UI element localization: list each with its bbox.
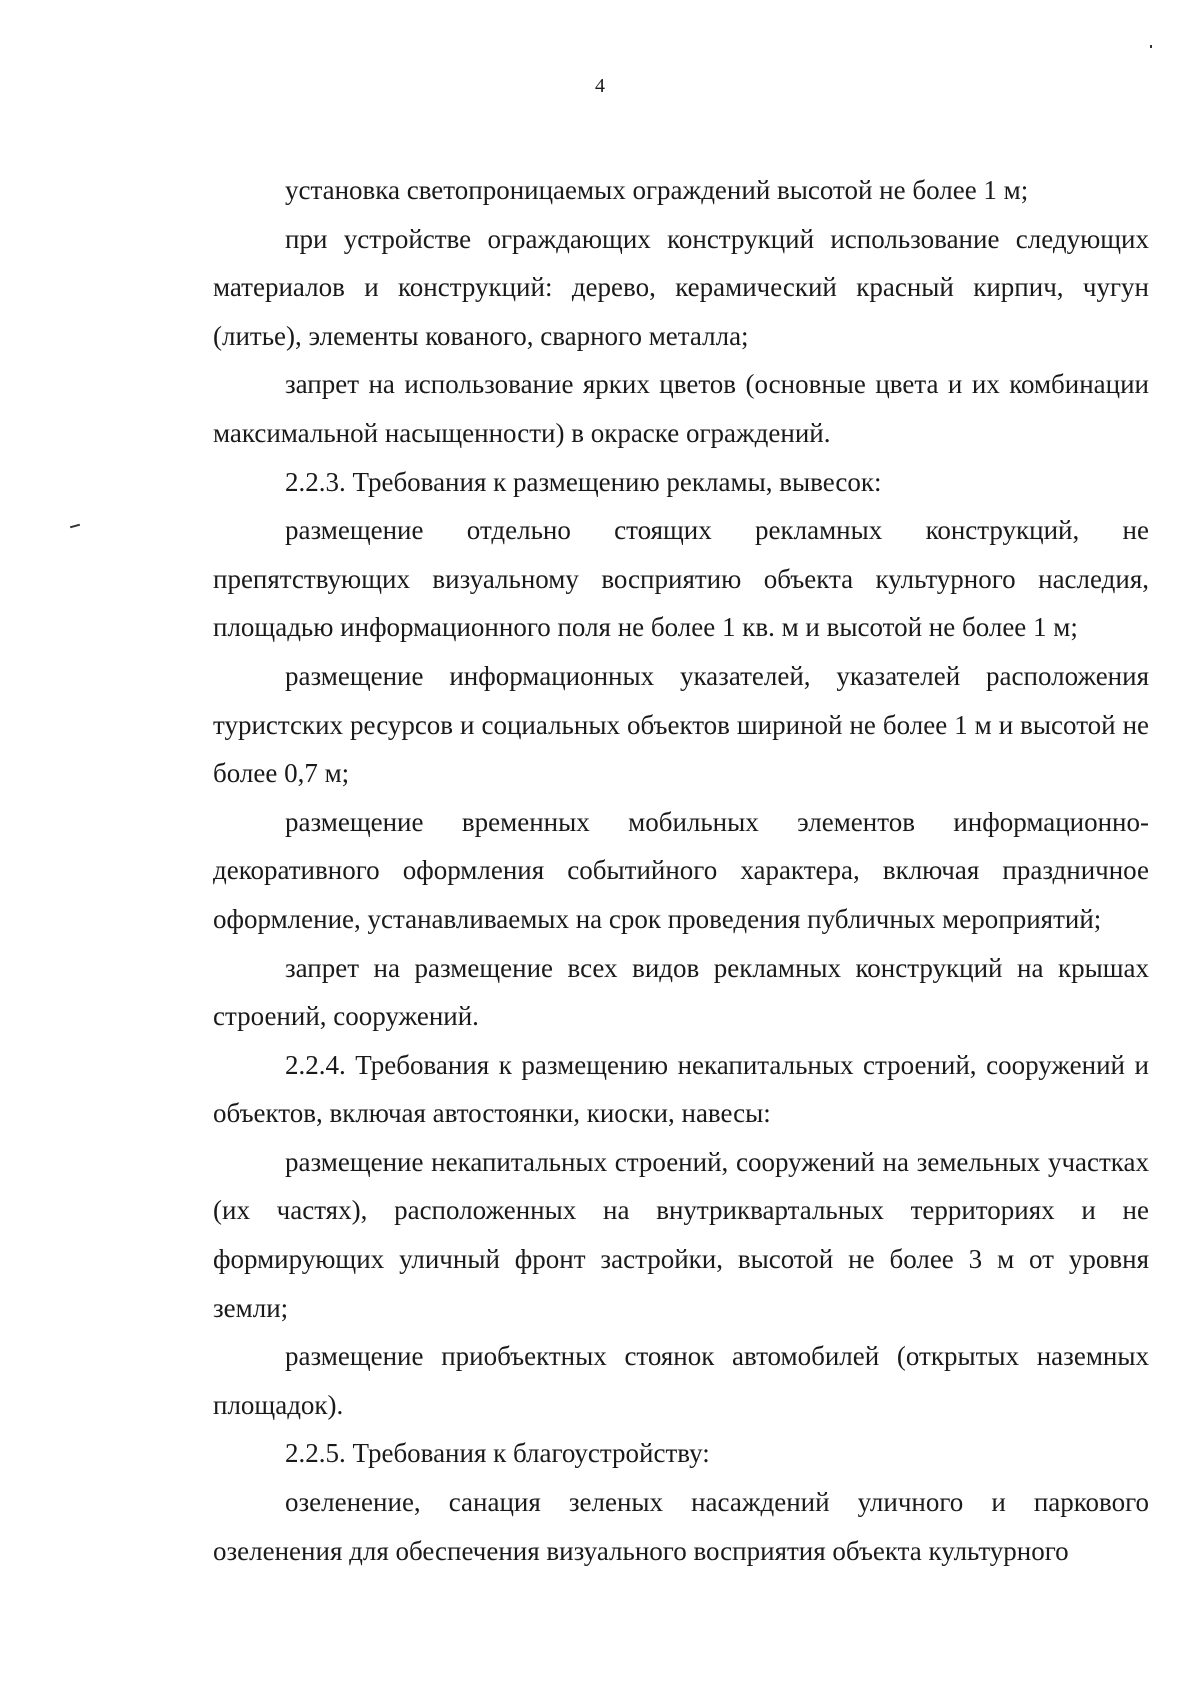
section-heading-2-2-4: 2.2.4. Требования к размещению некапитальных строений, сооружений и объектов, включая автостоянки, киоски, навесы:	[213, 1049, 1149, 1129]
paragraph-roof-ads-ban: запрет на размещение всех видов рекламных конструкций на крышах строений, сооружений.	[213, 952, 1149, 1032]
section-heading-2-2-5: 2.2.5. Требования к благоустройству:	[285, 1438, 710, 1469]
speck-mark-top-right	[1150, 45, 1152, 48]
speck-mark-left	[70, 524, 80, 529]
paragraph-fence-materials: при устройстве ограждающих конструкций использование следующих материалов и конструкций: дерево, керамический красный кирпич, чугун (литье), элементы кованого, сварного металла;	[213, 223, 1149, 351]
paragraph-standalone-ads: размещение отдельно стоящих рекламных конструкций, не препятствующих визуальному восприятию объекта культурного наследия, площадью информационного поля не более 1 кв. м и высотой не более 1 м;	[213, 515, 1149, 643]
section-heading-2-2-3: 2.2.3. Требования к размещению рекламы, вывесок:	[285, 466, 882, 497]
paragraph-landscaping: озеленение, санация зеленых насаждений уличного и паркового озеленения для обеспечения визуального восприятия объекта культурного	[213, 1487, 1149, 1566]
page-number: 4	[595, 75, 605, 97]
document-body	[213, 166, 1149, 1575]
paragraph-fence-translucent: установка светопроницаемых ограждений высотой не более 1 м;	[285, 175, 1029, 205]
paragraph-fence-colors: запрет на использование ярких цветов (основные цвета и их комбинации максимальной насыщенности) в окраске ограждений.	[213, 369, 1149, 448]
paragraph-temporary-structures: размещение некапитальных строений, сооружений на земельных участках (их частях), расположенных на внутриквартальных территориях и не формирующих уличный фронт застройки, высотой не более 3 м от уровня земли;	[213, 1146, 1149, 1323]
paragraph-info-signs: размещение информационных указателей, указателей расположения туристских ресурсов и социальных объектов шириной не более 1 м и высотой не более 0,7 м;	[213, 660, 1149, 789]
paragraph-parking: размещение приобъектных стоянок автомобилей (открытых наземных площадок).	[213, 1341, 1149, 1420]
paragraph-temporary-decor: размещение временных мобильных элементов информационно-декоративного оформления событийного характера, включая праздничное оформление, устанавливаемых на срок проведения публичных мероприятий;	[213, 806, 1149, 934]
